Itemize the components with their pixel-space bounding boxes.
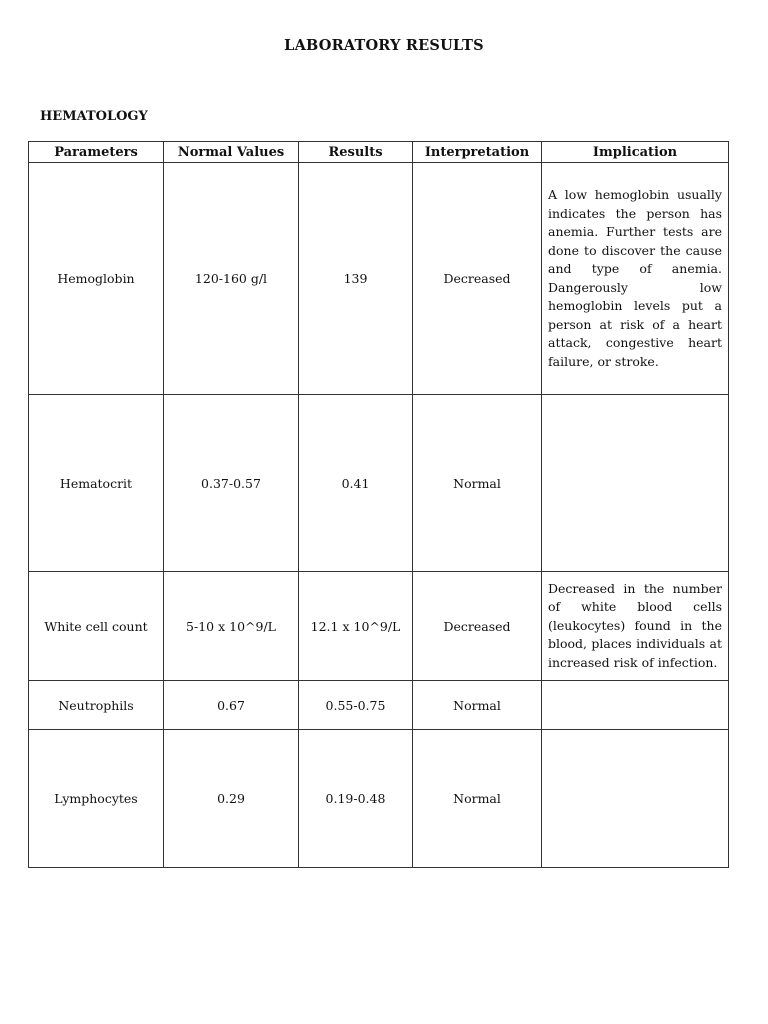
table-row xyxy=(29,681,729,730)
normal-value-cell: 120-160 g/l xyxy=(164,163,299,395)
result-cell: 139 xyxy=(299,163,413,395)
implication-cell xyxy=(542,730,729,868)
column-header-results: Results xyxy=(299,142,413,163)
interpretation-cell: Decreased xyxy=(413,163,542,395)
normal-value-cell: 0.29 xyxy=(164,730,299,868)
normal-value-cell: 5-10 x 10^9/L xyxy=(164,572,299,681)
column-header-interpretation: Interpretation xyxy=(413,142,542,163)
implication-cell xyxy=(542,572,729,681)
implication-cell xyxy=(542,163,729,395)
result-cell: 0.55-0.75 xyxy=(299,681,413,730)
implication-cell xyxy=(542,681,729,730)
table-row xyxy=(29,730,729,868)
parameter-cell: Neutrophils xyxy=(29,681,164,730)
results-table xyxy=(28,141,729,868)
table-header-row xyxy=(29,142,729,163)
table-row xyxy=(29,395,729,572)
result-cell: 0.19-0.48 xyxy=(299,730,413,868)
parameter-cell: Hematocrit xyxy=(29,395,164,572)
result-cell: 12.1 x 10^9/L xyxy=(299,572,413,681)
interpretation-cell: Normal xyxy=(413,395,542,572)
normal-value-cell: 0.37-0.57 xyxy=(164,395,299,572)
column-header-parameters: Parameters xyxy=(29,142,164,163)
section-title: HEMATOLOGY xyxy=(40,109,148,124)
interpretation-cell: Normal xyxy=(413,681,542,730)
implication-text: Decreased in the number of white blood cells (leukocytes) found in the blood, places individuals at increased risk of infection. xyxy=(548,580,722,670)
normal-value-cell: 0.67 xyxy=(164,681,299,730)
interpretation-cell: Decreased xyxy=(413,572,542,681)
table-row xyxy=(29,572,729,681)
parameter-cell: Lymphocytes xyxy=(29,730,164,868)
implication-text: A low hemoglobin usually indicates the person has anemia. Further tests are done to discover the cause and type of anemia. Dangerously low hemoglobin levels put a person at risk of a heart attack, congestive heart failure, or stroke. xyxy=(548,187,722,369)
column-header-implication: Implication xyxy=(542,142,729,163)
result-cell: 0.41 xyxy=(299,395,413,572)
implication-cell xyxy=(542,395,729,572)
parameter-cell: Hemoglobin xyxy=(29,163,164,395)
page-title: LABORATORY RESULTS xyxy=(284,37,484,54)
interpretation-cell: Normal xyxy=(413,730,542,868)
table-row xyxy=(29,163,729,395)
column-header-normal-values: Normal Values xyxy=(164,142,299,163)
parameter-cell: White cell count xyxy=(29,572,164,681)
